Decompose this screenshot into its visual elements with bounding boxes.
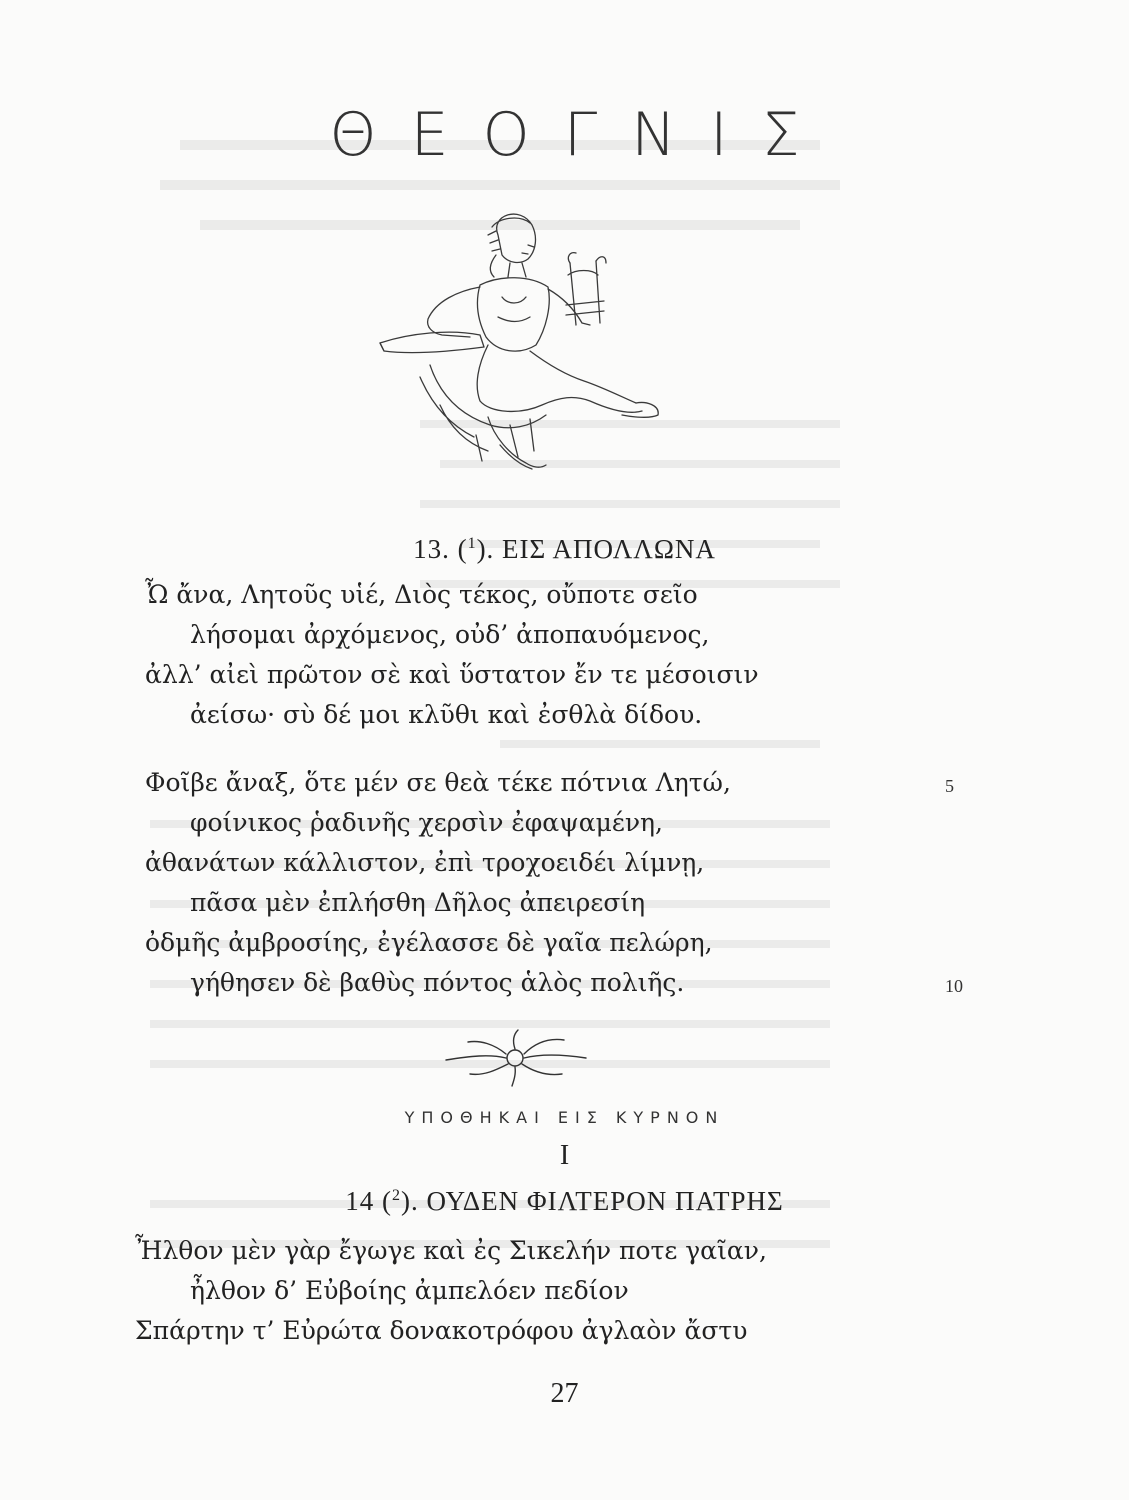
- poem-title: ). ΟΥΔΕΝ ΦΙΛΤΕΡΟΝ ΠΑΤΡΗΣ: [401, 1186, 784, 1216]
- verse-line: Φοῖβε ἄναξ, ὅτε μέν σε θεὰ τέκε πότνια Λητώ,: [145, 768, 731, 797]
- verse-line: Ἦλθον μὲν γὰρ ἔγωγε καὶ ἐς Σικελήν ποτε γαῖαν,: [135, 1236, 767, 1265]
- verse-line: λήσομαι ἀρχόμενος, οὐδ’ ἀποπαυόμενος,: [190, 620, 710, 649]
- section-number: I: [559, 1140, 570, 1171]
- footnote-ref: 2: [392, 1187, 402, 1204]
- verse-line: ὀδμῆς ἀμβροσίης, ἐγέλασσε δὲ γαῖα πελώρη,: [145, 928, 713, 957]
- verse-line: φοίνικος ῥαδινῆς χερσὶν ἐφαψαμένη,: [190, 808, 663, 837]
- verse-line: ἦλθον δ’ Εὐβοίης ἀμπελόεν πεδίον: [190, 1276, 629, 1305]
- verse-line: γήθησεν δὲ βαθὺς πόντος ἁλὸς πολιῆς.: [190, 968, 685, 997]
- page-number: 27: [550, 1378, 579, 1409]
- poem-heading-13: [0, 534, 1129, 565]
- verse-line: πᾶσα μὲν ἐπλήσθη Δῆλος ἀπειρεσίη: [190, 888, 646, 917]
- poem-number: 14 (: [345, 1186, 393, 1216]
- verse-line: Ὦ ἄνα, Λητοῦς υἱέ, Διὸς τέκος, οὔποτε σεῖο: [145, 580, 698, 609]
- poem-title: ). ΕΙΣ ΑΠΟΛΛΩΝΑ: [476, 534, 716, 564]
- line-number: 5: [945, 776, 954, 796]
- poem-heading-14: [0, 1186, 1129, 1217]
- verse-line: ἀλλ’ αἰεὶ πρῶτον σὲ καὶ ὕστατον ἔν τε μέσοισιν: [145, 660, 759, 689]
- verse-line: Σπάρτην τ’ Εὐρώτα δονακοτρόφου ἀγλαὸν ἄστυ: [135, 1316, 748, 1345]
- sun-ornament: [440, 1028, 590, 1088]
- footnote-ref: 1: [467, 535, 477, 552]
- poem-number: 13. (: [413, 534, 468, 564]
- apollo-illustration: [370, 205, 670, 475]
- author-title: ΘΕΟΓΝΙΣ: [329, 100, 834, 170]
- line-number: 10: [945, 976, 963, 996]
- verse-line: ἀθανάτων κάλλιστον, ἐπὶ τροχοειδέι λίμνῃ,: [145, 848, 705, 877]
- section-title: ΥΠΟΘΗΚΑΙ ΕΙΣ ΚΥΡΝΟΝ: [404, 1108, 725, 1127]
- verse-line: ἀείσω· σὺ δέ μοι κλῦθι καὶ ἐσθλὰ δίδου.: [190, 700, 703, 729]
